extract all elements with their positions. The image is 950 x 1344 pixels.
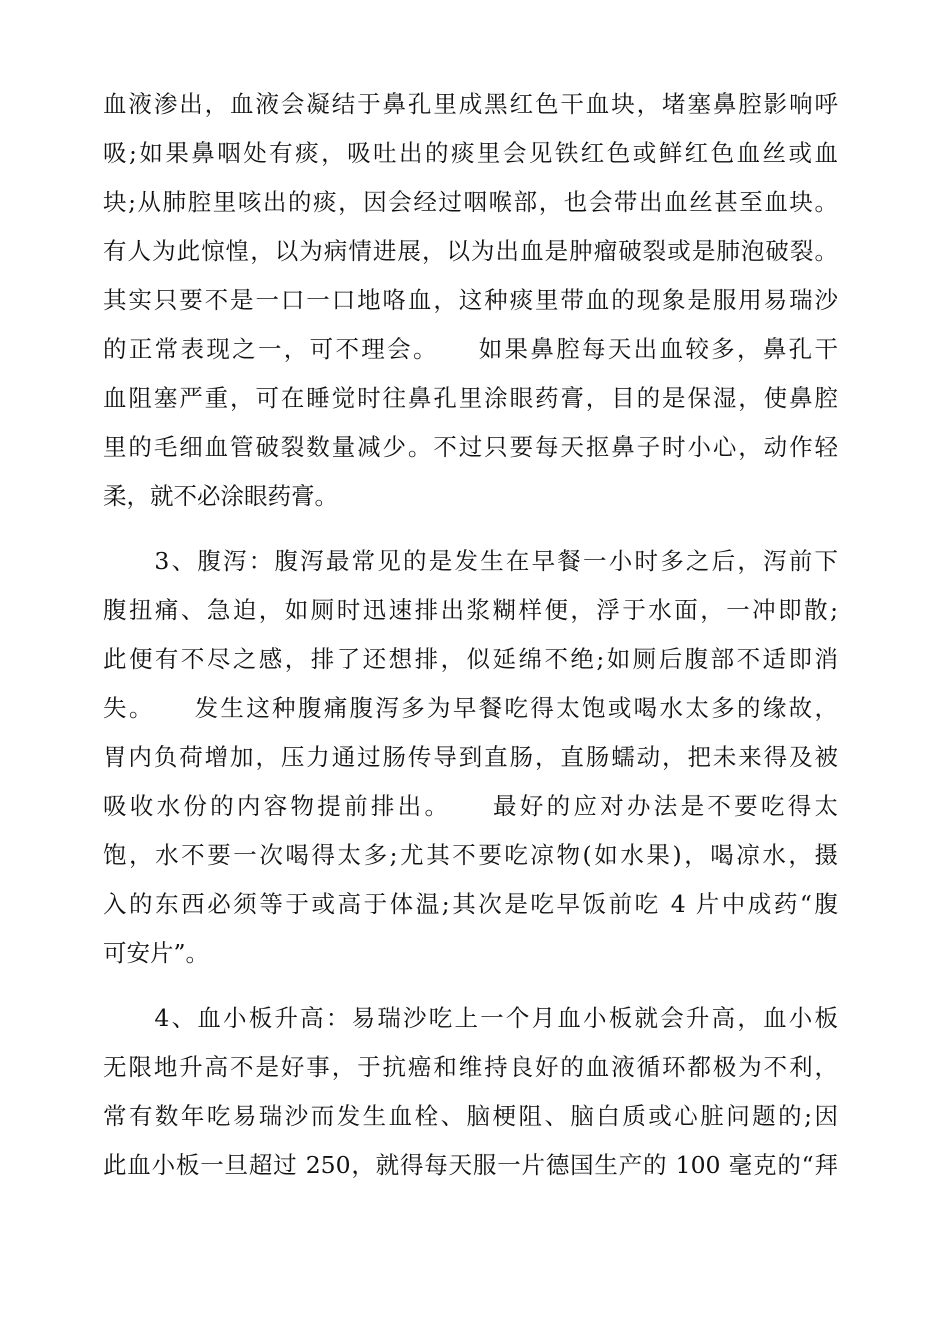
paragraph-diarrhea — [103, 537, 838, 978]
text-line: 的正常表现之一，可不理会。 如果鼻腔每天出血较多，鼻孔干 — [103, 335, 838, 363]
text-line: 柔，就不必涂眼药膏。 — [103, 482, 338, 510]
text-line: 吸;如果鼻咽处有痰，吸吐出的痰里会见铁红色或鲜红色血丝或血 — [103, 139, 838, 167]
paragraph-gap — [103, 978, 838, 994]
text-line: 腹扭痛、急迫，如厕时迅速排出浆糊样便，浮于水面，一冲即散; — [103, 596, 838, 624]
text-line: 饱，水不要一次喝得太多;尤其不要吃凉物(如水果)，喝凉水，摄 — [103, 841, 838, 869]
document-body — [103, 80, 838, 1190]
text-line: 血阻塞严重，可在睡觉时往鼻孔里涂眼药膏，目的是保湿，使鼻腔 — [103, 384, 838, 412]
text-line: 常有数年吃易瑞沙而发生血栓、脑梗阻、脑白质或心脏问题的;因 — [103, 1102, 838, 1130]
text-line: 3、腹泻：腹泻最常见的是发生在早餐一小时多之后，泻前下 — [103, 547, 838, 575]
paragraph-gap — [103, 521, 838, 537]
text-line: 失。 发生这种腹痛腹泻多为早餐吃得太饱或喝水太多的缘故， — [103, 694, 838, 722]
text-line: 入的东西必须等于或高于体温;其次是吃早饭前吃 4 片中成药“腹 — [103, 890, 838, 918]
text-line: 血液渗出，血液会凝结于鼻孔里成黑红色干血块，堵塞鼻腔影响呼 — [103, 90, 838, 118]
text-line: 有人为此惊惶，以为病情进展，以为出血是肿瘤破裂或是肺泡破裂。 — [103, 237, 838, 265]
text-line: 胃内负荷增加，压力通过肠传导到直肠，直肠蠕动，把未来得及被 — [103, 743, 838, 771]
text-line: 可安片”。 — [103, 939, 210, 967]
text-line: 4、血小板升高：易瑞沙吃上一个月血小板就会升高，血小板 — [103, 1004, 838, 1032]
paragraph-platelets — [103, 994, 838, 1190]
text-line: 无限地升高不是好事，于抗癌和维持良好的血液循环都极为不利， — [103, 1053, 838, 1081]
text-line: 此便有不尽之感，排了还想排，似延绵不绝;如厕后腹部不适即消 — [103, 645, 838, 673]
text-line: 其实只要不是一口一口地咯血，这种痰里带血的现象是服用易瑞沙 — [103, 286, 838, 314]
paragraph-bleeding — [103, 80, 838, 521]
text-line: 吸收水份的内容物提前排出。 最好的应对办法是不要吃得太 — [103, 792, 838, 820]
text-line: 此血小板一旦超过 250，就得每天服一片德国生产的 100 毫克的“拜 — [103, 1151, 838, 1179]
text-line: 里的毛细血管破裂数量减少。不过只要每天抠鼻子时小心，动作轻 — [103, 433, 838, 461]
text-line: 块;从肺腔里咳出的痰，因会经过咽喉部，也会带出血丝甚至血块。 — [103, 188, 838, 216]
